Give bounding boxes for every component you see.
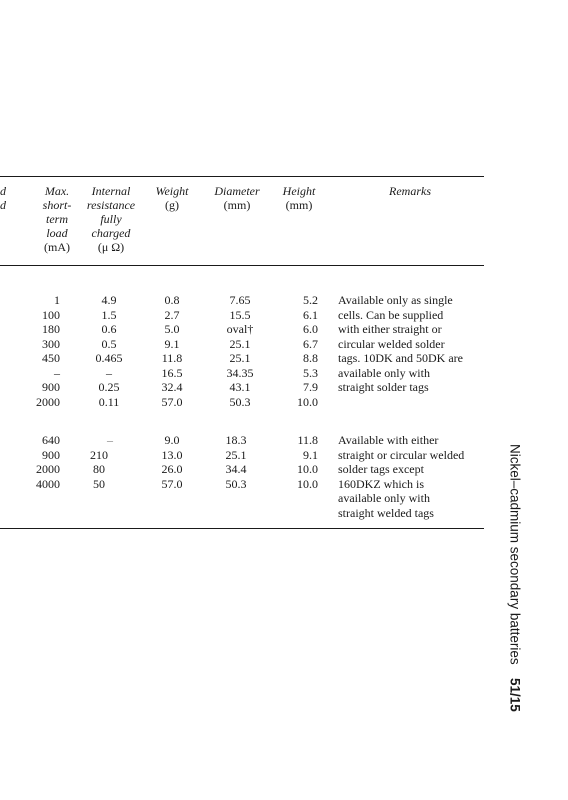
table-cell: 210 (90, 447, 108, 462)
header-line: Diameter (214, 184, 260, 198)
header-line: Weight (155, 184, 189, 198)
table-cell: 43.1 (229, 380, 251, 394)
header-internal-resistance (74, 184, 148, 254)
group2-weight-column (152, 433, 192, 491)
table-cell: 80 (93, 462, 105, 476)
table-cell: 6.7 (303, 336, 318, 351)
table-cell: 10.0 (297, 462, 318, 476)
remark-line: available only with (338, 365, 430, 380)
table-cell: 16.5 (161, 365, 183, 380)
table-cell: 5.0 (164, 322, 180, 336)
remark-line: with either straight or (338, 322, 442, 336)
table-header-rule (0, 265, 484, 266)
table-cell: 0.8 (164, 293, 180, 307)
table-cell: 11.8 (297, 433, 318, 447)
table-cell: 4000 (36, 476, 60, 491)
header-weight (148, 184, 196, 212)
table-cell: 15.5 (229, 307, 251, 322)
table-top-rule (0, 176, 484, 177)
table-bottom-rule (0, 528, 484, 529)
group2-remarks (338, 433, 464, 520)
table-cell: 0.11 (98, 394, 120, 409)
fragment-line: d (0, 198, 6, 212)
table-cell: 25.1 (225, 447, 247, 462)
table-cell: 9.1 (303, 447, 318, 462)
header-line: Remarks (389, 184, 431, 198)
header-line: resistance (86, 198, 136, 212)
table-cell: 6.0 (303, 322, 318, 336)
header-line: load (46, 226, 68, 240)
table-cell: 450 (42, 351, 60, 365)
remark-line: straight welded tags (338, 505, 434, 520)
running-head (506, 443, 524, 713)
prev-column-header-fragment (0, 184, 10, 212)
table-cell: 180 (42, 322, 60, 336)
header-line: fully (100, 212, 122, 226)
table-cell: 18.3 (225, 433, 247, 447)
header-height (274, 184, 324, 212)
table-cell: 0.6 (101, 322, 117, 336)
page-number: 51/15 (507, 678, 523, 713)
header-line: short- (42, 198, 72, 212)
table-cell: 0.5 (101, 336, 117, 351)
header-line: Max. (44, 184, 70, 198)
header-diameter (206, 184, 268, 212)
table-cell: 5.3 (303, 365, 318, 380)
remark-line: circular welded solder (338, 336, 445, 351)
table-cell: 13.0 (161, 447, 183, 462)
fragment-line: d (0, 184, 6, 198)
header-unit: (mA) (44, 240, 70, 254)
table-cell: 6.1 (303, 307, 318, 322)
running-head-title: Nickel–cadmium secondary batteries (507, 443, 523, 665)
table-cell: 57.0 (161, 394, 183, 409)
table-cell: oval† (226, 322, 254, 336)
group1-height-column (278, 293, 318, 409)
header-unit: (mm) (223, 198, 251, 212)
table-cell: 9.0 (164, 433, 180, 447)
header-unit: (mm) (285, 198, 313, 212)
remark-line: available only with (338, 491, 430, 505)
table-cell: 25.1 (229, 351, 251, 365)
table-cell: 10.0 (297, 394, 318, 409)
remark-line: solder tags except (338, 462, 424, 476)
table-cell: 57.0 (161, 476, 183, 491)
remark-line: straight solder tags (338, 380, 429, 394)
remark-line: straight or circular welded (338, 447, 465, 462)
table-cell: – (54, 365, 60, 380)
table-cell: 1 (54, 293, 60, 307)
remark-line: cells. Can be supplied (338, 307, 444, 322)
group1-max-short-column (28, 293, 60, 409)
table-cell: 8.8 (303, 351, 318, 365)
table-cell: 0.25 (98, 380, 120, 394)
table-cell: 9.1 (164, 336, 180, 351)
table-cell: 34.35 (226, 365, 254, 380)
group2-diameter-column (210, 433, 262, 491)
group2-internal-column (74, 433, 124, 491)
table-cell: 32.4 (161, 380, 183, 394)
table-cell: 26.0 (161, 462, 183, 476)
table-cell: 2.7 (164, 307, 180, 322)
header-line: charged (91, 226, 131, 240)
header-unit: (g) (165, 198, 179, 212)
table-cell: 50.3 (225, 476, 247, 491)
table-cell: 300 (42, 336, 60, 351)
remark-line: tags. 10DK and 50DK are (338, 351, 463, 365)
header-unit: (μ Ω) (97, 240, 125, 254)
table-cell: 7.65 (229, 293, 251, 307)
table-cell: 25.1 (229, 336, 251, 351)
table-cell: 5.2 (303, 293, 318, 307)
table-cell: 2000 (36, 462, 60, 476)
group1-diameter-column (214, 293, 266, 409)
table-cell: 34.4 (225, 462, 247, 476)
remark-line: Available only as single (338, 293, 453, 307)
table-cell: 0.465 (95, 351, 123, 365)
table-cell: 50 (93, 476, 105, 491)
table-cell: – (106, 365, 112, 380)
table-cell: 50.3 (229, 394, 251, 409)
table-cell: 10.0 (297, 476, 318, 491)
table-cell: 2000 (36, 394, 60, 409)
table-cell: 1.5 (101, 307, 117, 322)
table-cell: 640 (42, 433, 60, 447)
table-cell: 11.8 (161, 351, 183, 365)
table-cell: 900 (42, 380, 60, 394)
running-head-text (508, 444, 523, 712)
table-cell: – (107, 433, 113, 447)
remark-line: 160DKZ which is (338, 476, 424, 491)
header-remarks (370, 184, 450, 198)
header-line: term (46, 212, 68, 226)
header-line: Internal (91, 184, 131, 198)
group2-max-short-column (28, 433, 60, 491)
table-cell: 4.9 (101, 293, 117, 307)
header-line: Height (282, 184, 316, 198)
table-cell: 100 (42, 307, 60, 322)
remark-line: Available with either (338, 433, 439, 447)
group1-weight-column (152, 293, 192, 409)
group1-internal-column (84, 293, 134, 409)
group1-remarks (338, 293, 463, 395)
table-cell: 7.9 (303, 380, 318, 394)
table-cell: 900 (42, 447, 60, 462)
group2-height-column (278, 433, 318, 491)
